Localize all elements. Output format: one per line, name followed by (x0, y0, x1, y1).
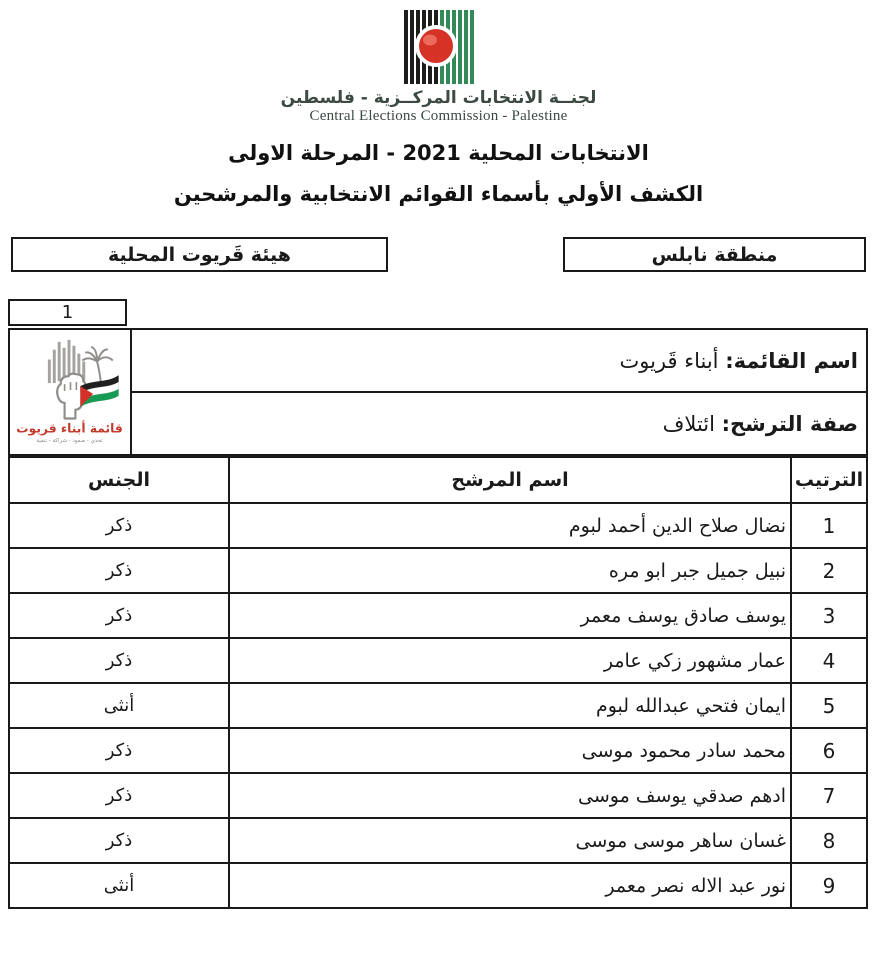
column-header-gender: الجنس (9, 457, 229, 503)
table-row (9, 593, 867, 638)
list-name-value: أبناء قَريوت (619, 348, 726, 373)
district-box (563, 237, 866, 272)
table-row (9, 548, 867, 593)
candidate-name: يوسف صادق يوسف معمر (229, 593, 791, 638)
candidate-name: نبيل جميل جبر ابو مره (229, 548, 791, 593)
candidate-name: ادهم صدقي يوسف موسى (229, 773, 791, 818)
candidates-table (8, 456, 868, 909)
candidate-order: 2 (791, 548, 867, 593)
org-name-arabic: لجنــة الانتخابات المركــزية - فلسطين (280, 88, 597, 108)
column-header-name: اسم المرشح (229, 457, 791, 503)
candidate-order: 6 (791, 728, 867, 773)
candidacy-label: صفة الترشح: (721, 411, 858, 436)
table-row (9, 773, 867, 818)
doc-title: الانتخابات المحلية 2021 - المرحلة الاولى (228, 141, 649, 165)
list-logo-tagline: تحدي - صمود - شراكة - تنمية (36, 438, 103, 445)
palm-tree-icon (82, 347, 112, 383)
candidate-order: 3 (791, 593, 867, 638)
table-row (9, 503, 867, 548)
cec-logo-icon (402, 10, 476, 84)
list-logo-icon (15, 332, 125, 448)
candidate-order: 9 (791, 863, 867, 908)
palestinian-flag-icon (80, 375, 118, 406)
table-row (9, 728, 867, 773)
table-row (9, 863, 867, 908)
candidate-gender: أنثى (9, 683, 229, 728)
authority-label: هيئة قَريوت المحلية (108, 243, 291, 266)
candidate-gender: ذكر (9, 638, 229, 683)
list-number: 1 (61, 302, 74, 323)
candidacy-cell (131, 392, 867, 455)
authority-box (11, 237, 388, 272)
candidate-name: غسان ساهر موسى موسى (229, 818, 791, 863)
candidate-gender: أنثى (9, 863, 229, 908)
table-row (9, 683, 867, 728)
candidate-name: نور عبد الاله نصر معمر (229, 863, 791, 908)
candidate-order: 4 (791, 638, 867, 683)
cec-header (0, 0, 877, 125)
candidate-gender: ذكر (9, 773, 229, 818)
candidate-order: 7 (791, 773, 867, 818)
doc-subtitle: الكشف الأولي بأسماء القوائم الانتخابية والمرشحين (173, 182, 704, 206)
candidate-name: عمار مشهور زكي عامر (229, 638, 791, 683)
candidate-order: 5 (791, 683, 867, 728)
candidacy-value: ائتلاف (662, 411, 722, 436)
table-header-row (9, 457, 867, 503)
candidate-order: 1 (791, 503, 867, 548)
candidate-name: نضال صلاح الدين أحمد لبوم (229, 503, 791, 548)
list-name-label: اسم القائمة: (725, 348, 858, 373)
list-number-box (8, 299, 127, 326)
candidate-gender: ذكر (9, 548, 229, 593)
candidate-name: ايمان فتحي عبدالله لبوم (229, 683, 791, 728)
candidate-gender: ذكر (9, 818, 229, 863)
candidacy-row (9, 392, 867, 455)
table-row (9, 818, 867, 863)
candidate-order: 8 (791, 818, 867, 863)
candidate-name: محمد سادر محمود موسى (229, 728, 791, 773)
column-header-order: الترتيب (791, 457, 867, 503)
candidate-gender: ذكر (9, 503, 229, 548)
region-row (11, 237, 866, 272)
org-name-english: Central Elections Commission - Palestine (309, 108, 568, 124)
list-info-table (8, 328, 868, 456)
district-label: منطقة نابلس (651, 243, 778, 266)
candidate-gender: ذكر (9, 593, 229, 638)
list-name-row (9, 329, 867, 392)
list-name-cell (131, 329, 867, 392)
table-row (9, 638, 867, 683)
candidate-gender: ذكر (9, 728, 229, 773)
list-logo-cell (9, 329, 131, 455)
list-logo-title: قائمة أبناء قريوت (16, 421, 123, 436)
